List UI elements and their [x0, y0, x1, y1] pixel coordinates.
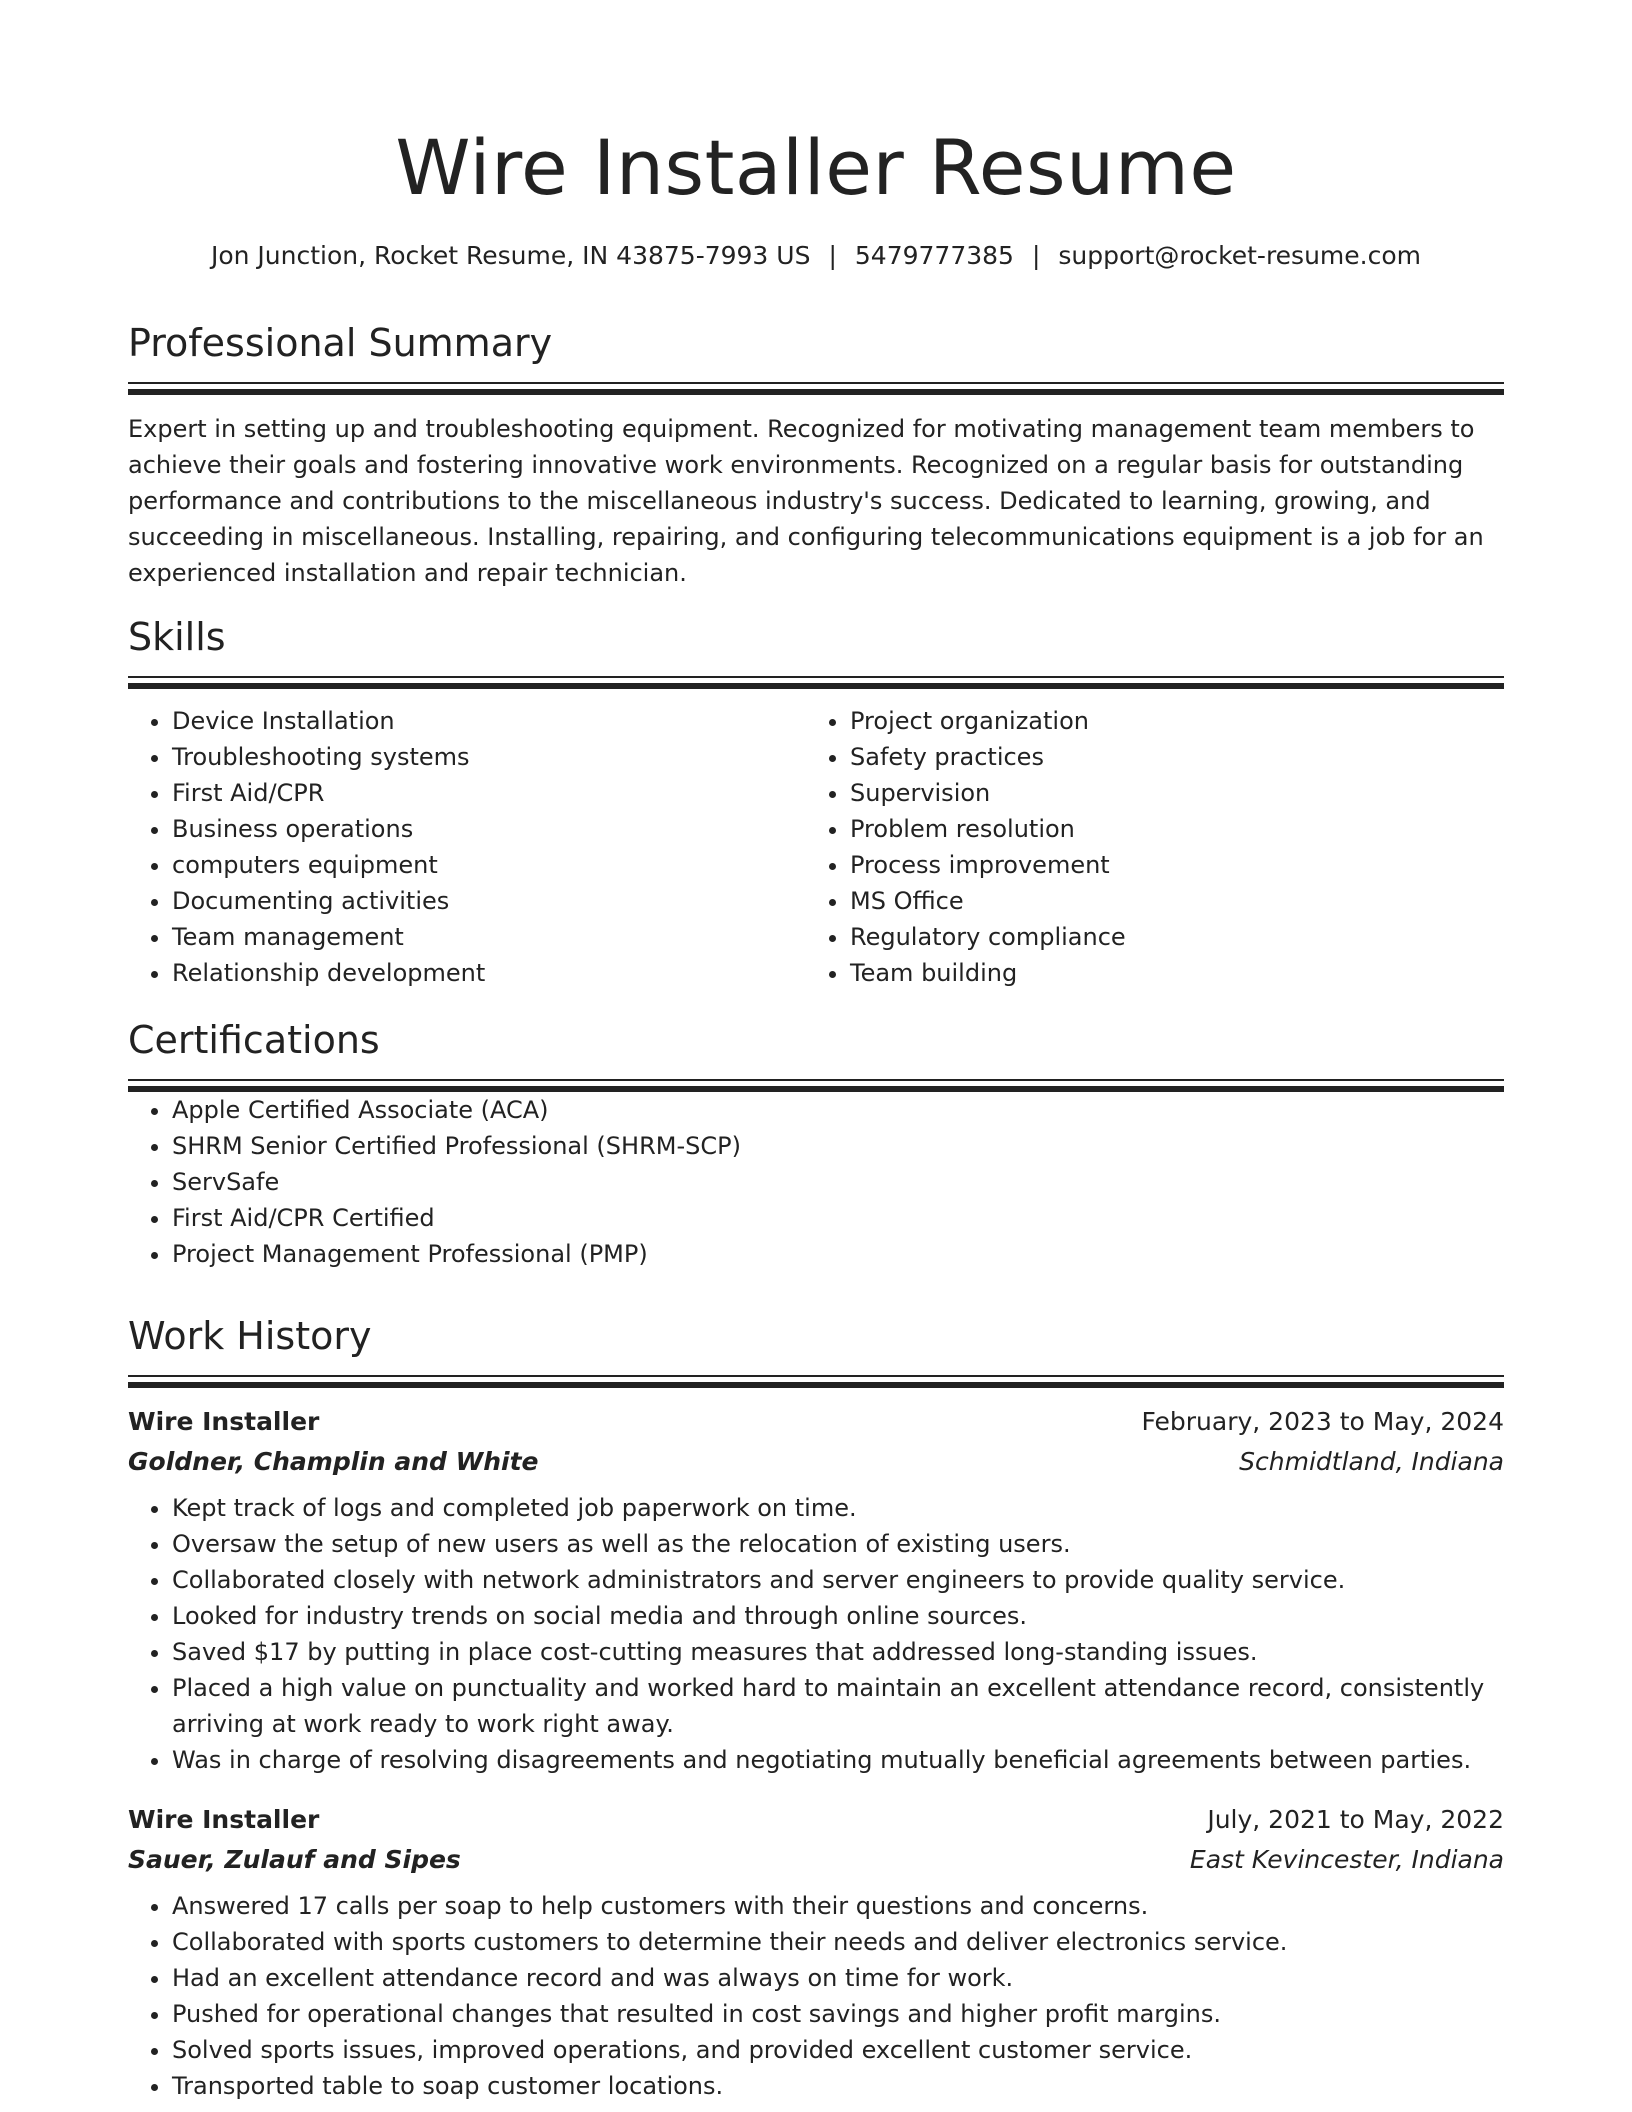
skill-item: • Team building — [850, 955, 1484, 991]
job-subheader-row — [128, 1840, 1504, 1880]
section-heading: Skills — [128, 615, 226, 659]
skills-columns — [128, 703, 1504, 991]
job-subheader-row — [128, 1442, 1504, 1482]
section-divider — [128, 382, 1504, 384]
job-dates: February, 2023 to May, 2024 — [1141, 1407, 1504, 1436]
job-duty-item: • Oversaw the setup of new users as well as the relocation of existing users. — [172, 1526, 1504, 1562]
section-divider-thick — [128, 683, 1504, 689]
job-duty-item: • Had an excellent attendance record and was always on time for work. — [172, 1960, 1504, 1996]
contact-address: Jon Junction, Rocket Resume, IN 43875-7993 US — [210, 241, 811, 270]
job-duty-item: • Solved sports issues, improved operations, and provided excellent customer service. — [172, 2032, 1504, 2068]
skill-item: • Problem resolution — [850, 811, 1484, 847]
skills-column-left — [128, 703, 806, 991]
job-duties — [128, 1490, 1504, 1778]
job-location: East Kevincester, Indiana — [1189, 1845, 1504, 1874]
summary-text: Expert in setting up and troubleshooting equipment. Recognized for motivating management team members to achieve their goals and fostering innovative work environments. Recognized on a regular basis for outstanding performance and contributions to the miscellaneous industry's success. Dedicated to learning, growing, and succeeding in miscellaneous. Installing, repairing, and configuring telecommunications equipment is a job for an experienced installation and repair technician. — [128, 415, 1484, 587]
skill-item: • Project organization — [850, 703, 1484, 739]
section-divider — [128, 676, 1504, 678]
job-entry — [128, 1402, 1504, 1778]
section-divider — [128, 1375, 1504, 1377]
job-header-row — [128, 1800, 1504, 1840]
skills-column-right — [806, 703, 1484, 991]
contact-line — [128, 238, 1504, 274]
job-duty-item: • Transported table to soap customer locations. — [172, 2068, 1504, 2104]
skill-item: • computers equipment — [172, 847, 806, 883]
section-heading: Professional Summary — [128, 321, 553, 365]
skill-item: • Process improvement — [850, 847, 1484, 883]
skill-item: • Safety practices — [850, 739, 1484, 775]
job-duty-item: • Collaborated closely with network administrators and server engineers to provide quality service. — [172, 1562, 1504, 1598]
section-divider-thick — [128, 1382, 1504, 1388]
certifications-section — [128, 1015, 1504, 1272]
job-header-row — [128, 1402, 1504, 1442]
job-title: Wire Installer — [128, 1407, 320, 1436]
work-history-section — [128, 1311, 1504, 2104]
job-duty-item: • Pushed for operational changes that resulted in cost savings and higher profit margins. — [172, 1996, 1504, 2032]
job-entry — [128, 1800, 1504, 2104]
section-divider-thick — [128, 389, 1504, 395]
skill-item: • Device Installation — [172, 703, 806, 739]
job-company: Sauer, Zulauf and Sipes — [128, 1845, 461, 1874]
certification-item: • Project Management Professional (PMP) — [172, 1236, 1504, 1272]
skill-item: • First Aid/CPR — [172, 775, 806, 811]
job-duty-item: • Placed a high value on punctuality and worked hard to maintain an excellent attendance record, consistently arriving at work ready to work right away. — [172, 1670, 1504, 1742]
skill-item: • Supervision — [850, 775, 1484, 811]
skill-item: • Relationship development — [172, 955, 806, 991]
job-duty-item: • Was in charge of resolving disagreements and negotiating mutually beneficial agreements between parties. — [172, 1742, 1504, 1778]
certification-list — [128, 1092, 1504, 1272]
job-duty-item: • Saved $17 by putting in place cost-cutting measures that addressed long-standing issues. — [172, 1634, 1504, 1670]
contact-separator: | — [1031, 241, 1041, 270]
resume-title: Wire Installer Resume — [395, 123, 1237, 212]
certification-item: • ServSafe — [172, 1164, 1504, 1200]
certification-item: • SHRM Senior Certified Professional (SHRM-SCP) — [172, 1128, 1504, 1164]
skill-item: • Business operations — [172, 811, 806, 847]
skill-item: • Troubleshooting systems — [172, 739, 806, 775]
job-duties — [128, 1888, 1504, 2104]
job-duty-item: • Answered 17 calls per soap to help customers with their questions and concerns. — [172, 1888, 1504, 1924]
job-dates: July, 2021 to May, 2022 — [1207, 1805, 1504, 1834]
job-duty-item: • Looked for industry trends on social media and through online sources. — [172, 1598, 1504, 1634]
skill-item: • Documenting activities — [172, 883, 806, 919]
section-heading: Work History — [128, 1314, 372, 1358]
skill-item: • Team management — [172, 919, 806, 955]
job-location: Schmidtland, Indiana — [1239, 1447, 1504, 1476]
skill-item: • MS Office — [850, 883, 1484, 919]
job-company: Goldner, Champlin and White — [128, 1447, 539, 1476]
job-duty-item: • Kept track of logs and completed job paperwork on time. — [172, 1490, 1504, 1526]
job-title: Wire Installer — [128, 1805, 320, 1834]
job-duty-item: • Collaborated with sports customers to determine their needs and deliver electronics service. — [172, 1924, 1504, 1960]
contact-separator: | — [828, 241, 837, 270]
section-divider — [128, 1079, 1504, 1081]
skills-section — [128, 612, 1504, 991]
contact-email[interactable]: support@rocket-resume.com — [1058, 241, 1422, 270]
summary-section — [128, 318, 1504, 591]
section-heading: Certifications — [128, 1018, 380, 1062]
certification-item: • First Aid/CPR Certified — [172, 1200, 1504, 1236]
skill-item: • Regulatory compliance — [850, 919, 1484, 955]
contact-phone: 5479777385 — [854, 241, 1014, 270]
certification-item: • Apple Certified Associate (ACA) — [172, 1092, 1504, 1128]
